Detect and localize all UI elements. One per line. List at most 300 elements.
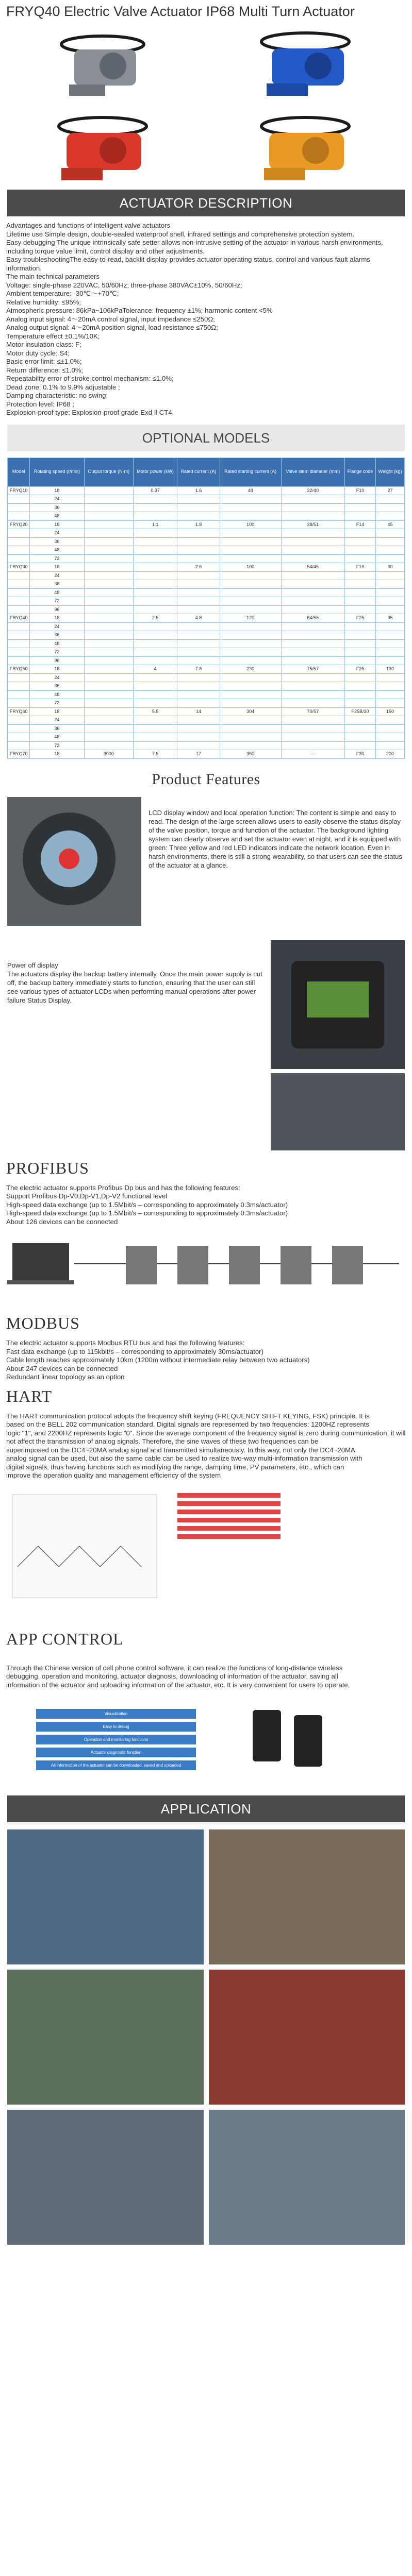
table-cell: 150 <box>376 707 405 716</box>
table-cell <box>281 699 344 708</box>
table-cell: 36 <box>30 503 84 512</box>
description-line: Motor duty cycle: S4; <box>6 349 70 357</box>
table-cell: 75/57 <box>281 665 344 674</box>
table-cell <box>84 512 134 521</box>
table-cell <box>8 690 30 699</box>
table-cell <box>177 580 220 589</box>
table-cell <box>177 724 220 733</box>
table-cell <box>281 622 344 631</box>
table-cell <box>8 673 30 682</box>
description-line: Return difference: ≤1.0%; <box>6 366 84 374</box>
table-cell: 0.37 <box>134 486 177 495</box>
table-row <box>8 537 405 546</box>
description-line: Analog output signal: 4～20mA position signal, load resistance ≤750Ω; <box>6 324 218 331</box>
application-photo <box>209 1829 405 1964</box>
table-cell <box>8 631 30 640</box>
table-cell <box>134 537 177 546</box>
table-cell <box>84 554 134 563</box>
table-cell <box>8 741 30 750</box>
table-cell <box>84 546 134 555</box>
table-cell <box>177 597 220 606</box>
section-header-application: APPLICATION <box>7 1795 405 1822</box>
table-cell <box>281 733 344 742</box>
table-cell <box>220 639 281 648</box>
table-cell <box>177 495 220 504</box>
table-cell <box>281 673 344 682</box>
section-header-features: Product Features <box>7 767 405 792</box>
description-line: Temperature effect ±0.1%/10K; <box>6 332 100 340</box>
table-cell <box>84 741 134 750</box>
table-cell: 36 <box>30 631 84 640</box>
table-header-cell: Rated current (A) <box>177 457 220 486</box>
table-cell <box>134 648 177 657</box>
section-header-description: ACTUATOR DESCRIPTION <box>7 190 405 216</box>
table-cell: F16 <box>344 563 375 572</box>
application-photo <box>7 1829 204 1964</box>
table-cell: F25 <box>344 665 375 674</box>
table-cell: 1.6 <box>177 486 220 495</box>
table-cell <box>84 588 134 597</box>
table-cell <box>344 656 375 665</box>
actuator-image-orange <box>210 108 405 185</box>
table-cell <box>8 537 30 546</box>
table-cell: 72 <box>30 554 84 563</box>
table-cell <box>177 631 220 640</box>
table-cell <box>134 563 177 572</box>
table-cell <box>220 733 281 742</box>
table-cell <box>376 682 405 691</box>
feature-extra-photo <box>271 1073 405 1150</box>
modbus-line: Fast data exchange (up to 115kbit/s – corresponding to approximately 30ms/actuator) <box>6 1347 263 1355</box>
table-cell <box>134 495 177 504</box>
table-cell <box>376 741 405 750</box>
table-cell <box>281 554 344 563</box>
table-cell <box>8 512 30 521</box>
table-cell <box>134 529 177 538</box>
table-cell <box>376 699 405 708</box>
table-cell <box>84 733 134 742</box>
table-cell <box>281 495 344 504</box>
table-cell <box>344 554 375 563</box>
table-cell <box>281 724 344 733</box>
table-header-cell: Model <box>8 457 30 486</box>
table-cell <box>8 699 30 708</box>
table-cell <box>220 597 281 606</box>
table-cell: 304 <box>220 707 281 716</box>
table-cell <box>84 724 134 733</box>
table-cell <box>344 495 375 504</box>
table-row <box>8 716 405 725</box>
table-cell <box>134 597 177 606</box>
table-cell <box>344 529 375 538</box>
table-row <box>8 741 405 750</box>
table-cell <box>376 588 405 597</box>
table-cell <box>177 503 220 512</box>
table-cell <box>344 673 375 682</box>
table-cell <box>177 741 220 750</box>
table-cell <box>344 512 375 521</box>
hart-line: logic "1", and 2200HZ represents logic "0". Since the average component of the frequency signal is zero during communication, it will not affect the transmission of analog signals. Therefore, the sine waves of these two frequencies can be <box>6 1429 406 1446</box>
description-line: Damping characteristic: no swing; <box>6 392 108 399</box>
table-cell <box>220 699 281 708</box>
application-photo <box>7 2110 204 2245</box>
profibus-line: High-speed data exchange (up to 1.5Mbit/s – corresponding to approximately 0.3ms/actuator) <box>6 1200 288 1209</box>
table-cell: 5.5 <box>134 707 177 716</box>
hart-diagram <box>0 1489 412 1603</box>
table-row <box>8 639 405 648</box>
table-cell <box>376 580 405 589</box>
table-cell: — <box>281 750 344 759</box>
table-cell <box>8 554 30 563</box>
description-line: Basic error limit: ≤±1.0%; <box>6 358 82 365</box>
modbus-line: Cable length reaches approximately 10km (1200m without intermediate relay between two actuators) <box>6 1356 310 1364</box>
table-row <box>8 520 405 529</box>
description-line: Advantages and functions of intelligent valve actuators <box>6 222 171 229</box>
table-cell <box>281 716 344 725</box>
table-cell <box>177 656 220 665</box>
table-row <box>8 622 405 631</box>
table-cell <box>376 656 405 665</box>
table-row <box>8 529 405 538</box>
application-photo <box>209 1970 405 2105</box>
table-cell <box>220 580 281 589</box>
table-cell <box>376 605 405 614</box>
actuator-image-gray <box>7 24 203 101</box>
table-cell: 18 <box>30 486 84 495</box>
table-cell: 2.6 <box>177 563 220 572</box>
table-row <box>8 750 405 759</box>
description-line: Protection level: IP68 ; <box>6 400 74 408</box>
app-phones <box>253 1710 330 1782</box>
table-cell <box>220 690 281 699</box>
table-body <box>8 486 405 759</box>
actuator-image-blue <box>210 24 405 101</box>
table-cell <box>344 631 375 640</box>
table-row <box>8 554 405 563</box>
description-line: Relative humidity: ≤95%; <box>6 298 81 306</box>
table-cell: 230 <box>220 665 281 674</box>
table-cell: FRYQ60 <box>8 707 30 716</box>
table-cell <box>344 699 375 708</box>
table-cell <box>344 622 375 631</box>
table-cell: 72 <box>30 699 84 708</box>
table-cell: 4 <box>134 665 177 674</box>
table-cell <box>344 716 375 725</box>
table-cell <box>134 605 177 614</box>
table-cell: 48 <box>220 486 281 495</box>
table-cell <box>344 639 375 648</box>
feature-power <box>0 940 412 1069</box>
table-cell <box>177 648 220 657</box>
table-cell <box>376 733 405 742</box>
table-cell <box>84 716 134 725</box>
table-cell <box>177 622 220 631</box>
table-cell: 18 <box>30 520 84 529</box>
table-cell <box>134 716 177 725</box>
description-text <box>0 222 412 417</box>
table-cell <box>177 588 220 597</box>
table-cell: 18 <box>30 614 84 623</box>
table-cell: FRYQ10 <box>8 486 30 495</box>
table-cell <box>84 631 134 640</box>
table-cell <box>376 690 405 699</box>
table-cell <box>134 690 177 699</box>
table-cell: 7.5 <box>134 750 177 759</box>
table-cell: FRYQ40 <box>8 614 30 623</box>
table-cell: 24 <box>30 622 84 631</box>
table-cell: 18 <box>30 707 84 716</box>
table-cell <box>8 605 30 614</box>
table-row <box>8 707 405 716</box>
table-row <box>8 690 405 699</box>
table-cell <box>177 639 220 648</box>
table-cell <box>8 682 30 691</box>
hart-line: The HART communication protocol adopts the frequency shift keying (FREQUENCY SHIFT KEYING, FSK) principle. It is <box>6 1412 370 1420</box>
app-line: Through the Chinese version of cell phone control software, it can realize the functions of long-distance wireless <box>6 1664 343 1672</box>
table-cell <box>177 537 220 546</box>
app-step: Actuator diagnostic function <box>36 1748 196 1757</box>
table-cell <box>281 639 344 648</box>
table-row <box>8 699 405 708</box>
table-header-cell: Flange code <box>344 457 375 486</box>
table-cell <box>84 656 134 665</box>
actuator-image-red <box>7 108 203 185</box>
description-line: Dead zone: 0.1% to 9.9% adjustable ; <box>6 383 120 391</box>
table-cell <box>177 546 220 555</box>
table-row <box>8 563 405 572</box>
table-cell <box>84 690 134 699</box>
table-cell: 54/45 <box>281 563 344 572</box>
table-cell <box>281 741 344 750</box>
table-header-cell: Rotating speed (r/min) <box>30 457 84 486</box>
table-cell <box>220 673 281 682</box>
table-header-cell: Output torque (N·m) <box>84 457 134 486</box>
modbus-text <box>0 1339 412 1382</box>
table-cell <box>220 554 281 563</box>
table-cell <box>376 571 405 580</box>
table-cell <box>177 716 220 725</box>
table-cell <box>134 639 177 648</box>
hart-line: improve the operation quality and management efficiency of the system <box>6 1471 221 1480</box>
table-cell <box>177 529 220 538</box>
table-cell <box>281 571 344 580</box>
table-cell: F30 <box>344 750 375 759</box>
description-line: Atmospheric pressure: 86kPa~106kPaTolerance: frequency ±1%; harmonic content <5% <box>6 307 273 314</box>
table-cell <box>220 656 281 665</box>
table-cell <box>344 580 375 589</box>
application-photo <box>7 1970 204 2105</box>
table-cell: 48 <box>30 512 84 521</box>
description-line: Easy debugging The unique intrinsically safe setter allows non-intrusive setting of the actuator in various harsh environments, including torque value limit, control display and other adjustments. <box>6 239 383 255</box>
table-cell: 38/51 <box>281 520 344 529</box>
table-cell <box>134 673 177 682</box>
table-cell <box>84 563 134 572</box>
table-cell <box>376 503 405 512</box>
table-row <box>8 665 405 674</box>
table-cell <box>84 486 134 495</box>
table-cell <box>376 724 405 733</box>
table-cell <box>281 537 344 546</box>
table-cell: 48 <box>30 639 84 648</box>
table-cell <box>134 571 177 580</box>
table-row <box>8 512 405 521</box>
table-cell <box>344 546 375 555</box>
table-cell <box>84 614 134 623</box>
profibus-line: About 126 devices can be connected <box>6 1217 118 1226</box>
table-cell <box>8 546 30 555</box>
modbus-line: Redundant linear topology as an option <box>6 1373 125 1381</box>
table-cell <box>344 682 375 691</box>
section-header-app: APP CONTROL <box>6 1629 124 1648</box>
table-cell: F10 <box>344 486 375 495</box>
table-cell <box>84 597 134 606</box>
table-cell <box>281 597 344 606</box>
description-line: Lifetime use Simple design, double-sealed waterproof shell, infrared settings and comprehensive protection system. <box>6 230 355 238</box>
table-row <box>8 673 405 682</box>
table-cell: 96 <box>30 656 84 665</box>
app-step: Visualization <box>36 1709 196 1719</box>
table-cell <box>8 622 30 631</box>
table-cell: F25 <box>344 614 375 623</box>
table-cell <box>84 520 134 529</box>
app-diagram <box>0 1700 412 1782</box>
table-cell <box>84 571 134 580</box>
table-cell: 2.5 <box>134 614 177 623</box>
description-line: Voltage: single-phase 220VAC, 50/60Hz; three-phase 380VAC±10%, 50/60Hz; <box>6 281 242 289</box>
modbus-line: About 247 devices can be connected <box>6 1364 118 1372</box>
table-cell <box>220 605 281 614</box>
table-cell: 95 <box>376 614 405 623</box>
table-cell <box>84 537 134 546</box>
table-cell <box>220 724 281 733</box>
table-cell <box>177 682 220 691</box>
table-cell: F25B/30 <box>344 707 375 716</box>
description-line: Explosion-proof type: Explosion-proof grade Exd Ⅱ CT4. <box>6 409 174 416</box>
table-cell: 36 <box>30 537 84 546</box>
table-cell <box>220 588 281 597</box>
table-cell: 24 <box>30 673 84 682</box>
table-cell <box>84 529 134 538</box>
table-cell: F14 <box>344 520 375 529</box>
table-cell: 1.8 <box>177 520 220 529</box>
app-text <box>0 1664 412 1690</box>
hart-line: based on the BELL 202 communication standard. Digital signals are represented by two frequencies: 1200HZ represents <box>6 1420 369 1429</box>
table-cell: 130 <box>376 665 405 674</box>
table-cell <box>84 707 134 716</box>
app-step: Operation and monitoring functions <box>36 1735 196 1744</box>
table-cell <box>220 495 281 504</box>
table-header-cell: Motor power (kW) <box>134 457 177 486</box>
description-line: The main technical parameters <box>6 273 100 280</box>
table-cell <box>281 690 344 699</box>
table-cell <box>8 588 30 597</box>
table-cell <box>376 512 405 521</box>
app-line: information of the actuator and uploading information of the actuator, etc. It is very convenient for users to operate, <box>6 1681 350 1689</box>
table-cell: FRYQ20 <box>8 520 30 529</box>
models-table-wrap <box>7 457 405 759</box>
table-cell: FRYQ70 <box>8 750 30 759</box>
description-line: Repeatability error of stroke control mechanism: ≤1.0%; <box>6 375 174 382</box>
table-cell <box>344 741 375 750</box>
lcd-photo <box>7 797 141 926</box>
table-cell: 200 <box>376 750 405 759</box>
table-cell <box>376 639 405 648</box>
description-line: Easy troubleshootingThe easy-to-read, backlit display provides actuator operating status, control and various fault alarms information. <box>6 256 370 272</box>
table-cell <box>84 605 134 614</box>
table-cell <box>84 699 134 708</box>
feature-photo-row <box>0 1073 412 1150</box>
table-cell <box>344 724 375 733</box>
table-cell <box>8 503 30 512</box>
table-cell <box>281 605 344 614</box>
table-cell <box>376 631 405 640</box>
table-cell <box>344 503 375 512</box>
table-cell <box>177 690 220 699</box>
table-cell <box>8 495 30 504</box>
table-cell: 24 <box>30 495 84 504</box>
table-row <box>8 486 405 495</box>
profibus-diagram <box>7 1235 405 1297</box>
table-cell <box>281 529 344 538</box>
table-cell <box>376 554 405 563</box>
table-row <box>8 648 405 657</box>
table-cell <box>220 741 281 750</box>
table-cell <box>134 554 177 563</box>
table-cell <box>220 622 281 631</box>
table-cell <box>220 546 281 555</box>
table-cell: 17 <box>177 750 220 759</box>
table-cell <box>281 682 344 691</box>
table-cell <box>134 512 177 521</box>
feature-lcd <box>0 797 412 926</box>
description-line: Motor insulation class: F; <box>6 341 81 348</box>
table-row <box>8 495 405 504</box>
table-cell <box>84 580 134 589</box>
table-cell: 360 <box>220 750 281 759</box>
table-cell: 100 <box>220 520 281 529</box>
table-cell <box>281 580 344 589</box>
hart-plot <box>7 1489 162 1603</box>
table-cell <box>177 605 220 614</box>
page-title: FRYQ40 Electric Valve Actuator IP68 Multi Turn Actuator <box>6 4 355 19</box>
table-cell <box>220 571 281 580</box>
table-cell <box>376 529 405 538</box>
table-cell: 1.1 <box>134 520 177 529</box>
table-cell <box>344 588 375 597</box>
table-cell <box>84 495 134 504</box>
table-cell <box>344 690 375 699</box>
table-cell <box>177 699 220 708</box>
table-header-cell: Weight (kg) <box>376 457 405 486</box>
description-line: Ambient temperature: -30℃～+70℃; <box>6 290 119 297</box>
app-steps <box>36 1709 196 1782</box>
power-photo <box>271 940 405 1069</box>
table-cell <box>134 588 177 597</box>
table-cell <box>281 512 344 521</box>
table-cell: 48 <box>30 733 84 742</box>
table-cell <box>84 665 134 674</box>
table-cell <box>281 648 344 657</box>
table-cell <box>134 546 177 555</box>
table-cell <box>84 503 134 512</box>
table-cell: 36 <box>30 724 84 733</box>
description-line: Analog input signal: 4～20mA control signal, input impedance ≤250Ω; <box>6 315 215 323</box>
profibus-line: High-speed data exchange (up to 1.5Mbit/s – corresponding to approximately 0.3ms/actuator) <box>6 1209 288 1217</box>
table-header-row <box>8 457 405 486</box>
table-cell <box>281 546 344 555</box>
table-cell <box>344 648 375 657</box>
table-cell <box>134 724 177 733</box>
